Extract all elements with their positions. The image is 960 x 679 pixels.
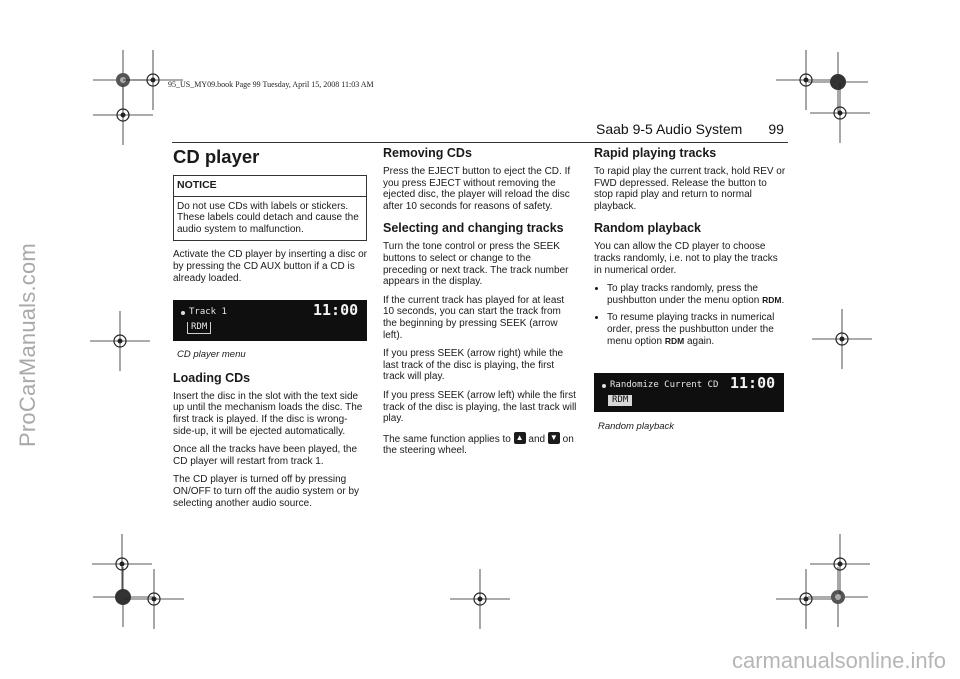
list-item: • To resume playing tracks in numerical order, press the pushbutton under the menu option RDM again. <box>607 312 788 347</box>
indicator-dot-icon <box>181 311 185 315</box>
selecting-paragraph-2: If the current track has played for at least 10 seconds, you can start the track from the beginning by pressing SEEK (arrow left). <box>383 294 565 341</box>
selecting-paragraph-3: If you press SEEK (arrow right) while the last track of the disc is playing, the first track will play. <box>383 348 564 383</box>
header-title: Saab 9-5 Audio System <box>596 121 743 137</box>
registration-mark-right-lower <box>810 534 870 594</box>
registration-mark-right-upper <box>810 83 870 143</box>
section-heading-selecting: Selecting and changing tracks <box>383 221 564 236</box>
list-item: • To play tracks randomly, press the pushbutton under the menu option RDM. <box>607 283 788 306</box>
registration-mark-right-middle <box>812 309 872 369</box>
bottom-watermark: carmanualsonline.info <box>731 648 946 673</box>
column-2 <box>383 146 577 464</box>
loading-paragraph-1: Insert the disc in the slot with the text side up until the mechanism loads the disc. The first track is played. If the disc is wrong-side-up, it will be ejected automatically. <box>173 390 363 437</box>
print-info: 95_US_MY09.book Page 99 Tuesday, April 15, 2008 11:03 AM <box>168 80 374 89</box>
display-random-text: Randomize Current CD <box>610 380 719 391</box>
page-header <box>596 121 784 137</box>
section-heading-random: Random playback <box>594 221 701 236</box>
column-3 <box>594 146 788 443</box>
display-rdm-label: RDM <box>187 322 211 334</box>
random-paragraph: You can allow the CD player to choose tracks randomly, i.e. not to play the tracks in numerical order. <box>594 241 778 276</box>
loading-paragraph-3: The CD player is turned off by pressing ON/OFF to turn off the audio system or by selecting another audio source. <box>173 474 360 509</box>
header-rule <box>172 142 788 143</box>
display-time: 11:00 <box>730 374 776 393</box>
registration-mark-left-middle <box>90 311 150 371</box>
registration-mark-left-upper <box>93 85 153 145</box>
notice-body: Do not use CDs with labels or stickers. These labels could detach and cause the audio system to malfunction. <box>177 200 359 235</box>
display-rdm-label: RDM <box>608 395 632 406</box>
page-title: CD player <box>173 146 260 167</box>
cd-player-display <box>173 300 367 341</box>
rapid-paragraph: To rapid play the current track, hold REV or FWD depressed. Release the button to stop rapid play and return to normal playback. <box>594 166 786 212</box>
indicator-dot-icon <box>602 384 606 388</box>
intro-paragraph: Activate the CD player by inserting a disc or by pressing the CD AUX button if a CD is already loaded. <box>173 249 367 284</box>
steering-wheel-down-key-icon: ▼ <box>548 432 560 444</box>
removing-paragraph: Press the EJECT button to eject the CD. If you press EJECT without removing the ejected disc, the player will reload the disc after 10 seconds for reasons of safety. <box>383 166 571 212</box>
notice-title: NOTICE <box>174 176 366 197</box>
figure-caption: CD player menu <box>177 349 246 361</box>
display-time: 11:00 <box>313 301 359 320</box>
section-heading-loading: Loading CDs <box>173 370 251 385</box>
random-instructions-list <box>594 283 788 347</box>
random-playback-display <box>594 373 784 412</box>
section-heading-removing: Removing CDs <box>383 146 472 160</box>
page-number: 99 <box>768 121 784 137</box>
registration-mark-bottom-left-inner <box>124 569 184 629</box>
display-track-text: Track 1 <box>189 307 227 318</box>
registration-mark-bottom-center <box>450 569 510 629</box>
same-function-paragraph: The same function applies to ▲ and ▼ on the steering wheel. <box>383 432 574 457</box>
selecting-paragraph-4: If you press SEEK (arrow left) while the first track of the disc is playing, the last track will play. <box>383 389 577 425</box>
loading-paragraph-2: Once all the tracks have been played, the CD player will restart from track 1. <box>173 444 358 467</box>
side-watermark: ProCarManuals.com <box>15 243 40 447</box>
column-1 <box>173 146 367 516</box>
section-heading-rapid: Rapid playing tracks <box>594 146 717 160</box>
figure-caption: Random playback <box>598 421 675 433</box>
notice-box <box>173 175 367 241</box>
steering-wheel-up-key-icon: ▲ <box>514 432 526 444</box>
selecting-paragraph-1: Turn the tone control or press the SEEK buttons to select or change to the preceding or next track. The track number appears in the display. <box>383 241 569 288</box>
